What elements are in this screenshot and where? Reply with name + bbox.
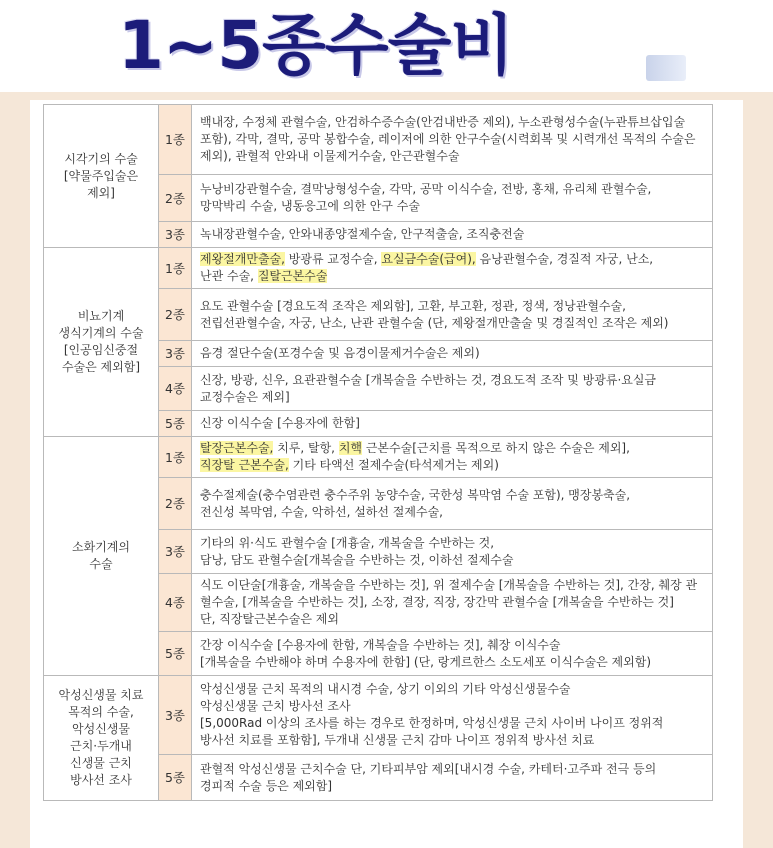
description-line: 간장 이식수술 [수용자에 한함, 개복술을 수반하는 것], 췌장 이식수술 (200, 637, 561, 652)
description-line: 악성신생물 근치 방사선 조사 (200, 699, 351, 713)
description-line: 관혈적 악성신생물 근치수술 단, 기타피부암 제외[내시경 수술, 카테터·고주파 전극 등의 (200, 761, 657, 776)
description-line: 단, 직장탈근본수술은 제외 (200, 612, 339, 626)
grade-cell: 1종 (159, 437, 192, 478)
description-line: 포함), 각막, 결막, 공막 봉합수술, 레이저에 의한 안구수술(시력회복 및 시력개선 목적의 수술은 (200, 132, 696, 146)
grade-cell: 1종 (159, 105, 192, 175)
description-line: 경피적 수술 등은 제외함] (200, 778, 333, 793)
grade-cell: 5종 (159, 632, 192, 676)
description-cell (192, 632, 713, 676)
description-cell (192, 411, 713, 437)
description-cell (192, 248, 713, 289)
description-text: 치루, 탈항, (273, 441, 339, 455)
category-cell: 소화기계의 수술 (44, 437, 159, 676)
description-cell (192, 175, 713, 222)
title-banner (0, 0, 773, 92)
description-line: 전신성 복막염, 수술, 악하선, 설하선 절제수술, (200, 504, 443, 519)
grade-cell: 3종 (159, 222, 192, 248)
description-line: 방사선 치료를 포함함], 두개내 신생물 근치 감마 나이프 정위적 방사선 치료 (200, 733, 595, 747)
description-cell (192, 289, 713, 341)
description-line: 누낭비강관혈수술, 결막낭형성수술, 각막, 공막 이식수술, 전방, 홍채, 유리체 관혈수술, (200, 182, 652, 196)
description-line: 신장, 방광, 신우, 요관관혈수술 [개복술을 수반하는 것, 경요도적 조작 및 방광류·요실금 (200, 372, 657, 387)
description-line (200, 251, 704, 268)
description-cell (192, 341, 713, 367)
description-line (200, 440, 704, 457)
description-line: 백내장, 수정체 관혈수술, 안검하수증수술(안검내반증 제외), 누소관형성수술(누관튜브삽입술 (200, 115, 686, 129)
surgery-fee-table (43, 104, 713, 801)
description-line (200, 268, 704, 285)
grade-cell: 5종 (159, 411, 192, 437)
highlighted-text: 제왕절개만출술, (200, 252, 285, 266)
description-text: 근본수술[근치를 목적으로 하지 않은 수술은 제외], (362, 441, 630, 455)
category-cell: 악성신생물 치료 목적의 수술, 악성신생물 근치·두개내 신생물 근치 방사선 조사 (44, 676, 159, 801)
grade-cell: 2종 (159, 478, 192, 530)
description-line: 녹내장관혈수술, 안와내종양절제수술, 안구적출술, 조직충전술 (200, 227, 525, 241)
table-row (44, 248, 713, 289)
grade-cell: 1종 (159, 248, 192, 289)
description-line (200, 457, 704, 474)
grade-cell: 3종 (159, 676, 192, 755)
description-line: [개복술을 수반해야 하며 수용자에 한함] (단, 랑게르한스 소도세포 이식수술은 제외함) (200, 654, 652, 669)
grade-cell: 4종 (159, 367, 192, 411)
page-title: 1~5종수술비 (118, 7, 514, 84)
description-line: 식도 이단술[개흉술, 개복술을 수반하는 것], 위 절제수술 [개복술을 수반하는 것], 간장, 췌장 관 (200, 578, 698, 592)
description-line: 혈수술, [개복술을 수반하는 것], 소장, 결장, 직장, 장간막 관혈수술 [개복술을 수반하는 것] (200, 595, 674, 609)
description-cell (192, 437, 713, 478)
description-line: 충수절제술(충수염관련 충수주위 농양수술, 국한성 복막염 수술 포함), 맹장봉축술, (200, 487, 631, 502)
grade-cell: 3종 (159, 530, 192, 574)
highlighted-text: 요실금수술(급여), (381, 252, 476, 266)
description-cell (192, 478, 713, 530)
description-line: 망막박리 수술, 냉동응고에 의한 안구 수술 (200, 199, 420, 213)
grade-cell: 5종 (159, 755, 192, 801)
grade-cell: 3종 (159, 341, 192, 367)
description-line: 교정수술은 제외] (200, 389, 290, 404)
description-line: 담낭, 담도 관혈수술[개복술을 수반하는 것, 이하선 절제수술 (200, 552, 514, 567)
description-line: 신장 이식수술 [수용자에 한함] (200, 416, 360, 430)
blurred-mark (646, 55, 686, 81)
category-cell: 비뇨기계 생식기계의 수술 [인공임신중절 수술은 제외함] (44, 248, 159, 437)
description-cell (192, 755, 713, 801)
description-cell (192, 676, 713, 755)
description-text: 방광류 교정수술, (284, 252, 382, 266)
description-line: 기타의 위·식도 관혈수술 [개흉술, 개복술을 수반하는 것, (200, 535, 495, 550)
highlighted-text: 질탈근본수술 (257, 269, 328, 283)
description-cell (192, 530, 713, 574)
description-line: 전립선관혈수술, 자궁, 난소, 난관 관혈수술 (단, 제왕절개만출술 및 경질적인 조작은 제외) (200, 315, 669, 330)
category-cell: 시각기의 수술 [약물주입술은 제외] (44, 105, 159, 248)
description-line: 요도 관혈수술 [경요도적 조작은 제외함], 고환, 부고환, 정관, 정색, 정낭관혈수술, (200, 298, 626, 313)
highlighted-text: 탈장근본수술, (200, 441, 274, 455)
description-line: 악성신생물 근치 목적의 내시경 수술, 상기 이외의 기타 악성신생물수술 (200, 682, 571, 696)
description-cell (192, 105, 713, 175)
description-line: 음경 절단수술(포경수술 및 음경이물제거수술은 제외) (200, 346, 480, 360)
description-line: [5,000Rad 이상의 조사를 하는 경우로 한정하며, 악성신생물 근치 사이버 나이프 정위적 (200, 716, 664, 730)
description-text: 난관 수술, (200, 269, 258, 283)
description-cell (192, 222, 713, 248)
table-row (44, 676, 713, 755)
table-row (44, 437, 713, 478)
table-row (44, 105, 713, 175)
description-line: 제외), 관혈적 안와내 이물제거수술, 안근관혈수술 (200, 149, 460, 163)
highlighted-text: 치핵 (338, 441, 363, 455)
highlighted-text: 직장탈 근본수술, (200, 458, 289, 472)
description-text: 음낭관혈수술, 경질적 자궁, 난소, (475, 252, 654, 266)
description-cell (192, 367, 713, 411)
description-text: 기타 타액선 절제수술(타석제거는 제외) (288, 458, 499, 472)
grade-cell: 4종 (159, 574, 192, 632)
grade-cell: 2종 (159, 289, 192, 341)
grade-cell: 2종 (159, 175, 192, 222)
description-cell (192, 574, 713, 632)
